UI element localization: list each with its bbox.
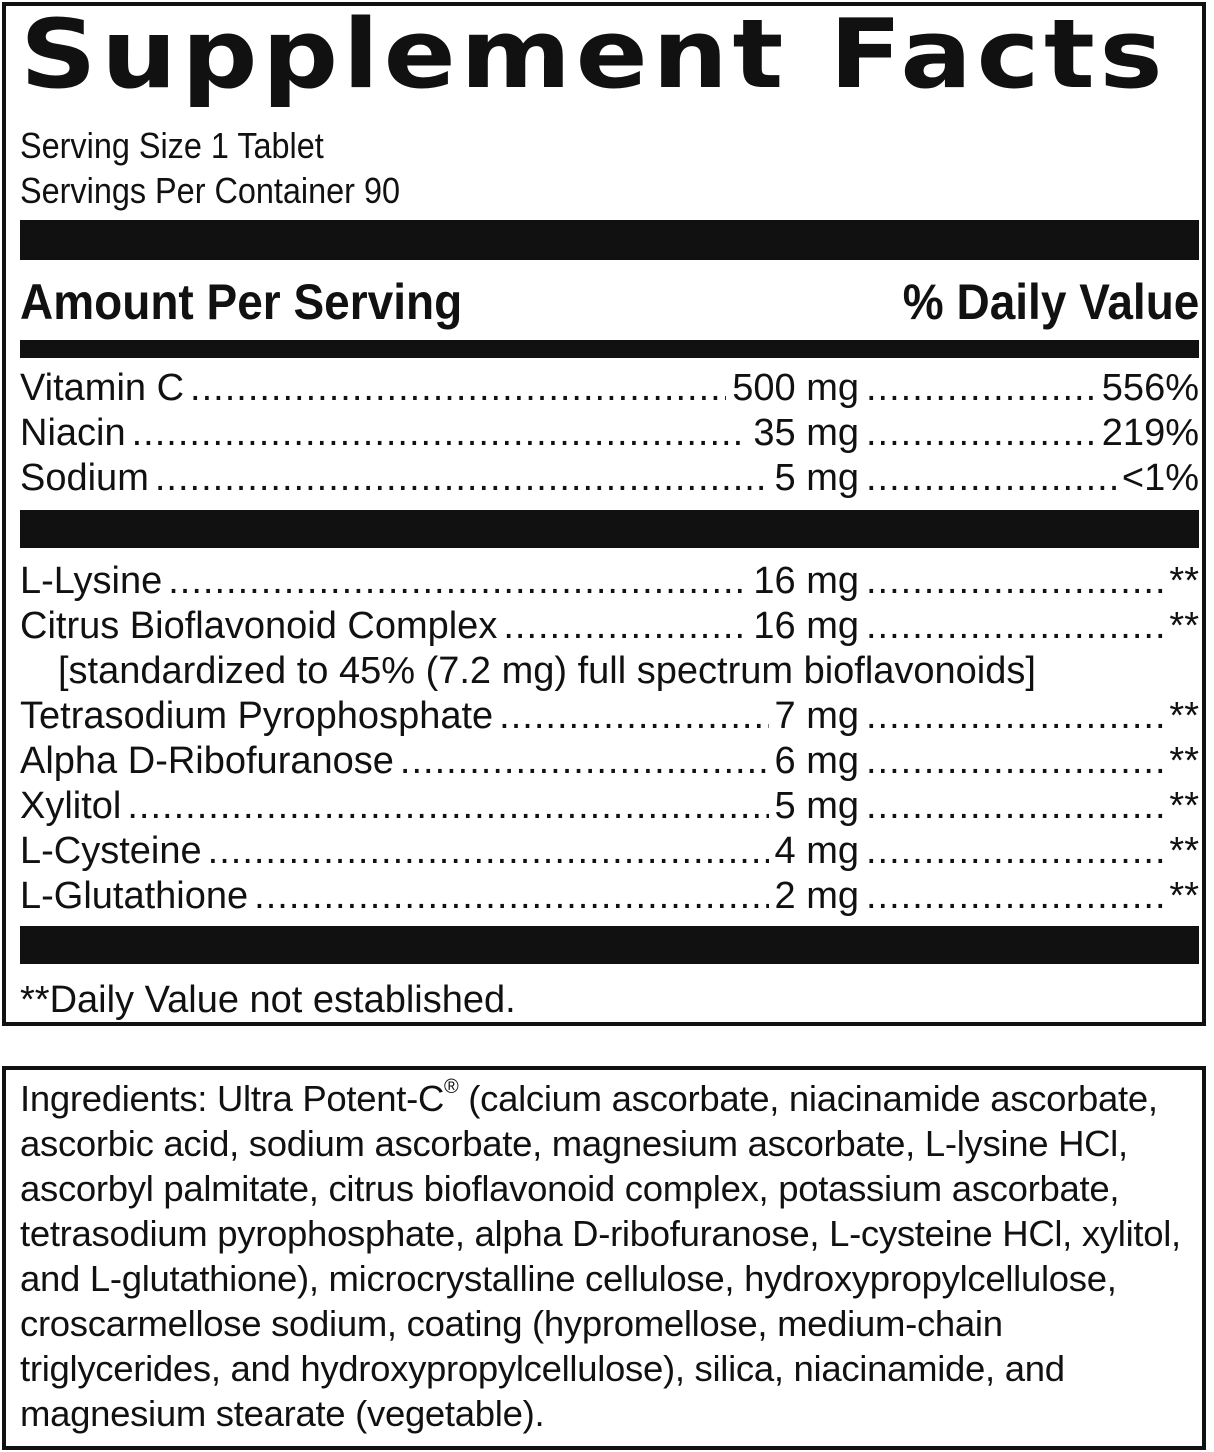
leader-dots [866,366,1098,410]
ingredient-name: Tetrasodium Pyrophosphate [20,694,499,738]
thick-divider [20,220,1199,260]
ingredients-text [20,1076,1196,1436]
ingredient-row [20,784,1199,828]
nutrient-amount: 5 mg [769,456,859,500]
ingredient-name: Xylitol [20,784,127,828]
ingredient-row [20,694,1199,738]
ingredient-row [20,604,1199,648]
ingredient-row [20,559,1199,603]
ingredient-row [20,829,1199,873]
nutrient-daily-value: 556% [1098,366,1199,410]
leader-dots [866,874,1165,918]
ingredient-amount: 16 mg [747,559,859,603]
ingredient-name: Alpha D-Ribofuranose [20,739,400,783]
leader-dots [866,411,1098,455]
nutrient-name: Niacin [20,411,132,455]
ingredient-name: L-Lysine [20,559,168,603]
nutrient-name: Sodium [20,456,155,500]
leader-dots [866,604,1165,648]
daily-value-footnote: **Daily Value not established. [20,979,516,1021]
daily-value-heading: % Daily Value [902,274,1199,330]
nutrient-row [20,411,1199,455]
ingredient-name: Citrus Bioflavonoid Complex [20,604,503,648]
leader-dots [866,829,1165,873]
leader-dots [866,739,1165,783]
leader-dots [866,694,1165,738]
ingredient-daily-value: ** [1165,604,1199,648]
ingredient-daily-value: ** [1165,694,1199,738]
nutrient-name: Vitamin C [20,366,190,410]
thick-divider [20,926,1199,964]
ingredient-daily-value: ** [1165,874,1199,918]
ingredient-amount: 2 mg [769,874,859,918]
ingredient-amount: 7 mg [769,694,859,738]
ingredients-body: (calcium ascorbate, niacinamide ascorbate, ascorbic acid, sodium ascorbate, magnesium ascorbate, L-lysine HCl, ascorbyl palmitate, citrus bioflavonoid complex, potassium ascorbate, tetrasodium pyrophosphate, alpha D-ribofuranose, L-cysteine HCl, xylitol, and L-glutathione), microcrystalline cellulose, hydroxypropylcellulose, croscarmellose sodium, coating (hypromellose, medium-chain triglycerides, and hydroxypropylcellulose), silica, niacinamide, and magnesium stearate (vegetable). [20,1078,1181,1434]
serving-size: Serving Size 1 Tablet [20,125,324,166]
amount-per-serving-heading: Amount Per Serving [20,274,463,330]
panel-title: Supplement Facts [20,0,1168,110]
ingredient-row [20,739,1199,783]
leader-dots [866,559,1165,603]
nutrient-amount: 35 mg [747,411,859,455]
ingredient-amount: 6 mg [769,739,859,783]
registered-mark: ® [444,1076,459,1098]
nutrient-daily-value: <1% [1118,456,1199,500]
leader-dots [866,456,1118,500]
supplement-facts-panel [2,2,1206,1026]
ingredient-amount: 16 mg [747,604,859,648]
nutrient-daily-value: 219% [1098,411,1199,455]
nutrient-row [20,456,1199,500]
ingredient-daily-value: ** [1165,829,1199,873]
leader-dots [866,784,1165,828]
ingredient-name: L-Glutathione [20,874,254,918]
ingredients-panel [2,1066,1206,1450]
ingredient-daily-value: ** [1165,559,1199,603]
thick-divider [20,510,1199,548]
servings-per-container: Servings Per Container 90 [20,170,401,211]
ingredients-prefix: Ingredients: Ultra Potent-C [20,1078,445,1119]
leader-dots [127,784,859,828]
ingredient-amount: 5 mg [769,784,859,828]
leader-dots [208,829,859,873]
ingredient-daily-value: ** [1165,784,1199,828]
nutrient-amount: 500 mg [726,366,859,410]
leader-dots [155,456,859,500]
medium-divider [20,340,1199,358]
ingredient-amount: 4 mg [769,829,859,873]
ingredient-row [20,874,1199,918]
ingredient-daily-value: ** [1165,739,1199,783]
ingredient-name: L-Cysteine [20,829,208,873]
nutrient-row [20,366,1199,410]
citrus-standardization-note: [standardized to 45% (7.2 mg) full spectrum bioflavonoids] [58,650,1036,692]
